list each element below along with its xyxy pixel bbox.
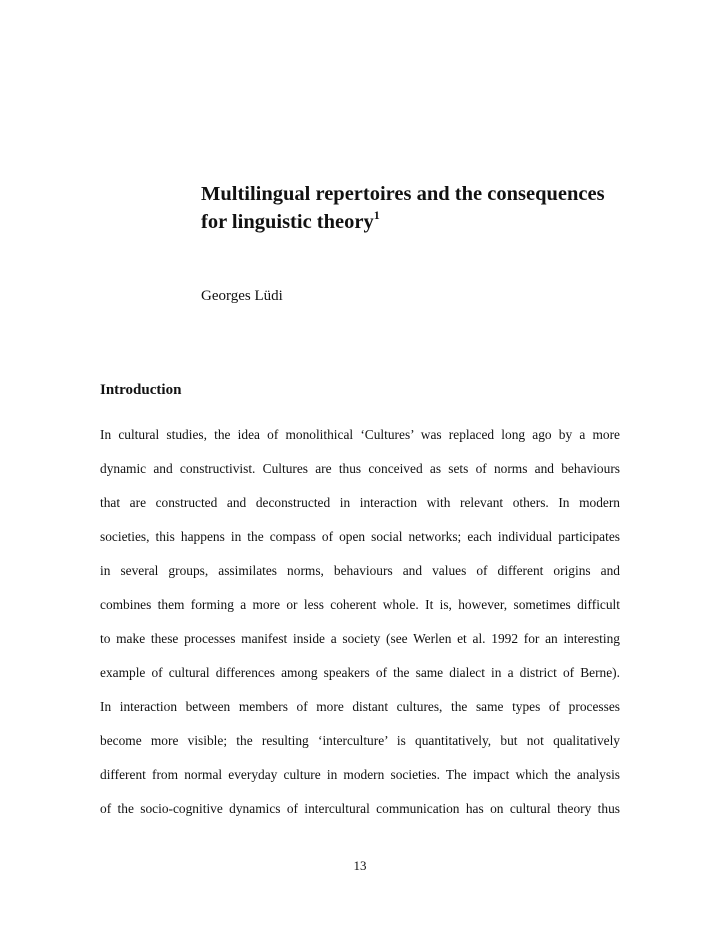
body-line: that are constructed and deconstructed in interaction with relevant others. In modern (100, 495, 620, 510)
page-number: 13 (353, 858, 367, 873)
paper-title (201, 180, 641, 236)
footnote-marker[interactable]: 1 (373, 208, 380, 223)
body-line: combines them forming a more or less coherent whole. It is, however, sometimes difficult (100, 597, 620, 612)
title-line-2-text: for linguistic theory (201, 211, 374, 233)
section-heading: Introduction (100, 382, 182, 398)
body-line: in several groups, assimilates norms, behaviours and values of different origins and (100, 563, 620, 578)
body-line: dynamic and constructivist. Cultures are thus conceived as sets of norms and behaviours (100, 461, 620, 476)
title-line-2 (201, 208, 641, 236)
title-line-1: Multilingual repertoires and the consequences (201, 183, 605, 205)
body-line: societies, this happens in the compass of open social networks; each individual participates (100, 529, 620, 544)
body-line: In cultural studies, the idea of monolithical ‘Cultures’ was replaced long ago by a more (100, 427, 620, 442)
body-line: to make these processes manifest inside a society (see Werlen et al. 1992 for an interesting (100, 631, 620, 646)
author-name: Georges Lüdi (201, 288, 283, 304)
body-line: example of cultural differences among speakers of the same dialect in a district of Berne). (100, 665, 620, 680)
body-line: become more visible; the resulting ‘interculture’ is quantitatively, but not qualitatively (100, 733, 620, 748)
body-line: different from normal everyday culture in modern societies. The impact which the analysis (100, 767, 620, 782)
body-line: In interaction between members of more distant cultures, the same types of processes (100, 699, 620, 714)
body-line: of the socio-cognitive dynamics of intercultural communication has on cultural theory thus (100, 801, 620, 816)
body-paragraph (100, 425, 620, 833)
